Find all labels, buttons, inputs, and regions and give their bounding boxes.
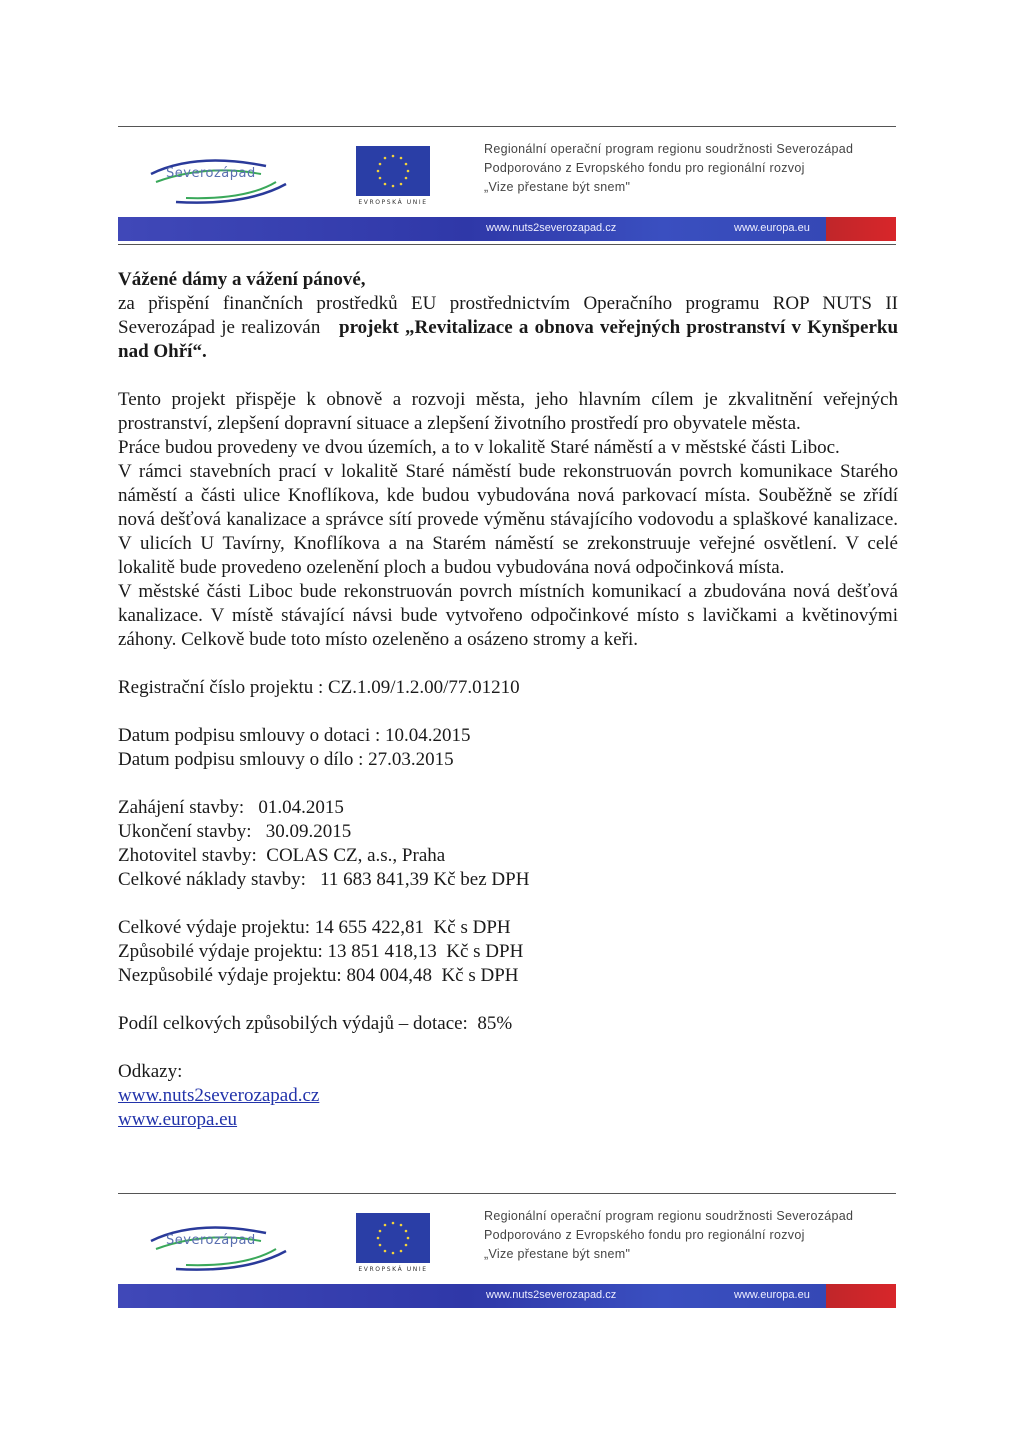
paragraph: Tento projekt přispěje k obnově a rozvoji města, jeho hlavním cílem je zkvalitnění veřejných prostranství, zlepšení dopravní situace a zlepšení životního prostředí pro obyvatele města.: [118, 389, 898, 434]
date-grant: Datum podpisu smlouvy o dotaci : 10.04.2015: [118, 725, 471, 746]
link-europa[interactable]: www.europa.eu: [118, 1109, 238, 1130]
intro-paragraph: [118, 292, 898, 364]
url-strip: [118, 217, 896, 241]
links-label: Odkazy:: [118, 1061, 183, 1082]
project-title: projekt „Revitalizace a obnova veřejných prostranství v Kynšperku nad Ohří“.: [118, 317, 899, 362]
construction-end: Ukončení stavby: 30.09.2015: [118, 821, 352, 842]
eu-label: EVROPSKÁ UNIE: [358, 199, 428, 206]
subsidy-share: Podíl celkových způsobilých výdajů – dotace: 85%: [118, 1013, 513, 1034]
eu-flag-icon: [356, 146, 430, 196]
program-line: Regionální operační program regionu soudržnosti Severozápad: [484, 142, 854, 156]
expenses-total: Celkové výdaje projektu: 14 655 422,81 Kč s DPH: [118, 917, 511, 938]
program-text: [484, 1207, 853, 1264]
program-line: Podporováno z Evropského fondu pro regionální rozvoj: [484, 1228, 805, 1242]
paragraph: Práce budou provedeny ve dvou územích, a to v lokalitě Staré náměstí a v městské části Liboc.: [118, 437, 840, 458]
url-strip: [118, 1284, 896, 1308]
url-nuts2: www.nuts2severozapad.cz: [486, 222, 617, 234]
date-contract: Datum podpisu smlouvy o dílo : 27.03.2015: [118, 749, 454, 770]
footer-banner: [118, 1193, 896, 1317]
program-line: Podporováno z Evropského fondu pro regionální rozvoj: [484, 161, 805, 175]
program-text: [484, 140, 853, 197]
construction-costs: Celkové náklady stavby: 11 683 841,39 Kč bez DPH: [118, 869, 530, 890]
url-nuts2: www.nuts2severozapad.cz: [486, 1289, 617, 1301]
link-nuts2[interactable]: www.nuts2severozapad.cz: [118, 1085, 320, 1106]
divider: [118, 244, 896, 245]
registration-number: Registrační číslo projektu : CZ.1.09/1.2.00/77.01210: [118, 677, 520, 698]
program-line: „Vize přestane být snem": [484, 1247, 631, 1261]
greeting: Vážené dámy a vážení pánové,: [118, 269, 366, 290]
url-europa: www.europa.eu: [734, 1289, 810, 1301]
paragraph: V městské části Liboc bude rekonstruován povrch místních komunikací a zbudována nová dešťová kanalizace. V místě stávající návsi bude vytvořeno odpočinkové místo s lavičkami a květinovými záhony. Celkově bude toto místo ozeleněno a osázeno stromy a keři.: [118, 581, 898, 650]
intro-text: za přispění finančních prostředků EU prostřednictvím Operačního programu ROP NUTS II Severozápad je realizován: [118, 293, 898, 338]
url-europa: www.europa.eu: [734, 222, 810, 234]
header-banner: [118, 126, 896, 250]
divider: [118, 126, 896, 127]
expenses-ineligible: Nezpůsobilé výdaje projektu: 804 004,48 Kč s DPH: [118, 965, 519, 986]
expenses-eligible: Způsobilé výdaje projektu: 13 851 418,13 Kč s DPH: [118, 941, 524, 962]
construction-start: Zahájení stavby: 01.04.2015: [118, 797, 344, 818]
program-line: Regionální operační program regionu soudržnosti Severozápad: [484, 1209, 854, 1223]
eu-flag-icon: [356, 1213, 430, 1263]
severozapad-logo: [136, 144, 296, 214]
severozapad-logo: [136, 1211, 296, 1281]
letter-body: [118, 268, 898, 1132]
eu-label: EVROPSKÁ UNIE: [358, 1266, 428, 1273]
logo-text: Severozápad: [166, 166, 256, 181]
program-line: „Vize přestane být snem": [484, 180, 631, 194]
contractor: Zhotovitel stavby: COLAS CZ, a.s., Praha: [118, 845, 446, 866]
logo-text: Severozápad: [166, 1233, 256, 1248]
paragraph: V rámci stavebních prací v lokalitě Staré náměstí bude rekonstruován povrch komunikace Starého náměstí a části ulice Knoflíkova, kde budou vybudována nová parkovací místa. Souběžně se zřídí nová dešťová kanalizace a správce sítí provede výměnu stávajícího vodovodu a splaškové kanalizace. V ulicích U Tavírny, Knoflíkova a na Starém náměstí se zrekonstruuje veřejné osvětlení. V celé lokalitě bude provedeno ozelenění ploch a budou vybudována nová odpočinková místa.: [118, 461, 898, 578]
divider: [118, 1193, 896, 1194]
